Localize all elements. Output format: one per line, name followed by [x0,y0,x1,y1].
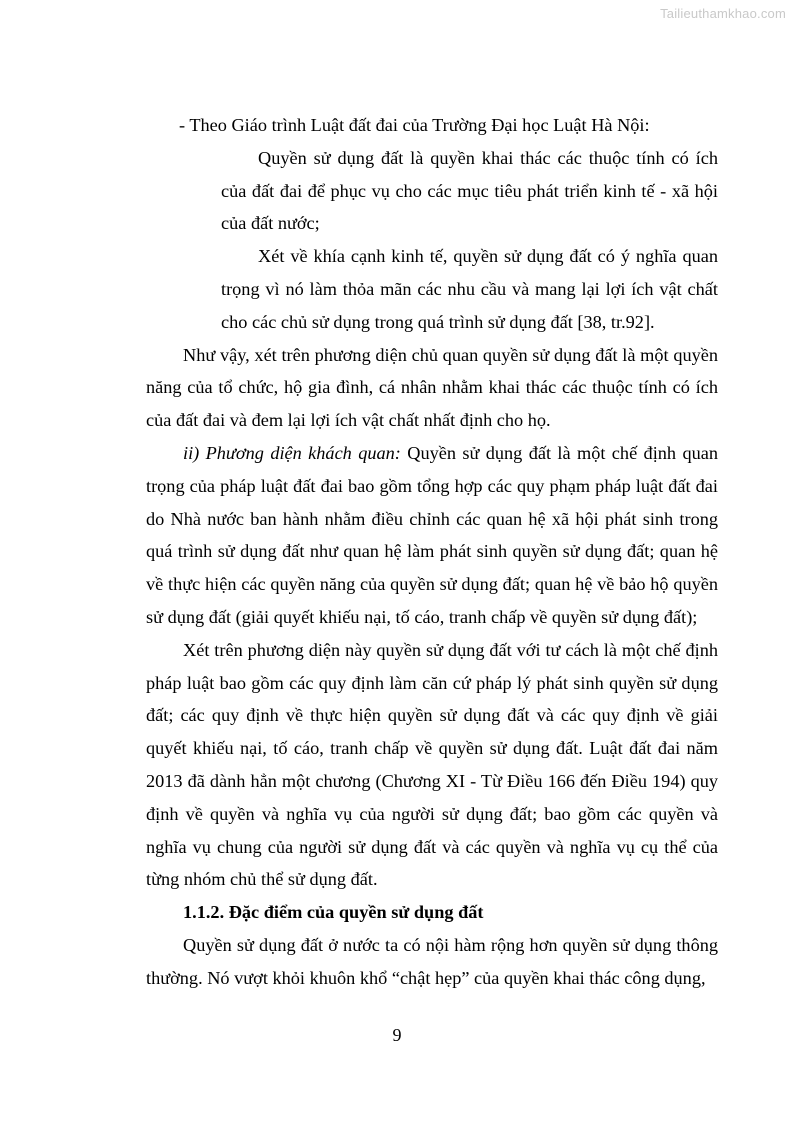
paragraph-objective [146,437,718,634]
section-heading: 1.1.2. Đặc điểm của quyền sử dụng đất [183,902,484,923]
quote-paragraph-2: Xét về khía cạnh kinh tế, quyền sử dụng đất có ý nghĩa quan trọng vì nó làm thỏa mãn các nhu cầu và mang lại lợi ích vật chất cho các chủ sử dụng trong quá trình sử dụng đất [38, tr.92]. [221,246,718,332]
intro-line: - Theo Giáo trình Luật đất đai của Trường Đại học Luật Hà Nội: [179,115,650,135]
paragraph-subjective: Như vậy, xét trên phương diện chủ quan quyền sử dụng đất là một quyền năng của tổ chức, hộ gia đình, cá nhân nhằm khai thác các thuộc tính có ích của đất đai và đem lại lợi ích vật chất nhất định cho họ. [146,344,718,431]
document-body [146,109,718,995]
quote-paragraph-1: Quyền sử dụng đất là quyền khai thác các thuộc tính có ích của đất đai để phục vụ cho các mục tiêu phát triển kinh tế - xã hội của đất nước; [221,147,718,234]
objective-label: ii) Phương diện khách quan: [183,442,401,463]
paragraph-features: Quyền sử dụng đất ở nước ta có nội hàm rộng hơn quyền sử dụng thông thường. Nó vượt khỏi khuôn khổ “chật hẹp” của quyền khai thác công dụng, [146,934,718,988]
watermark: Tailieuthamkhao.com [660,6,786,21]
page-number: 9 [392,1025,402,1045]
paragraph-institution: Xét trên phương diện này quyền sử dụng đất với tư cách là một chế định pháp luật bao gồm các quy định làm căn cứ pháp lý phát sinh quyền sử dụng đất; các quy định về thực hiện quyền sử dụng đất và các quy định về giải quyết khiếu nại, tố cáo, tranh chấp về quyền sử dụng đất. Luật đất đai năm 2013 đã dành hẳn một chương (Chương XI - Từ Điều 166 đến Điều 194) quy định về quyền và nghĩa vụ của người sử dụng đất; bao gồm các quyền và nghĩa vụ chung của người sử dụng đất và các quyền và nghĩa vụ cụ thể của từng nhóm chủ thể sử dụng đất. [146,639,718,890]
objective-text: Quyền sử dụng đất là một chế định quan trọng của pháp luật đất đai bao gồm tổng hợp các quy phạm pháp luật đất đai do Nhà nước ban hành nhằm điều chỉnh các quan hệ xã hội phát sinh trong quá trình sử dụng đất như quan hệ làm phát sinh quyền sử dụng đất; quan hệ về thực hiện các quyền năng của quyền sử dụng đất; quan hệ về bảo hộ quyền sử dụng đất (giải quyết khiếu nại, tố cáo, tranh chấp về quyền sử dụng đất); [146,442,718,627]
quoted-definition [146,142,718,339]
